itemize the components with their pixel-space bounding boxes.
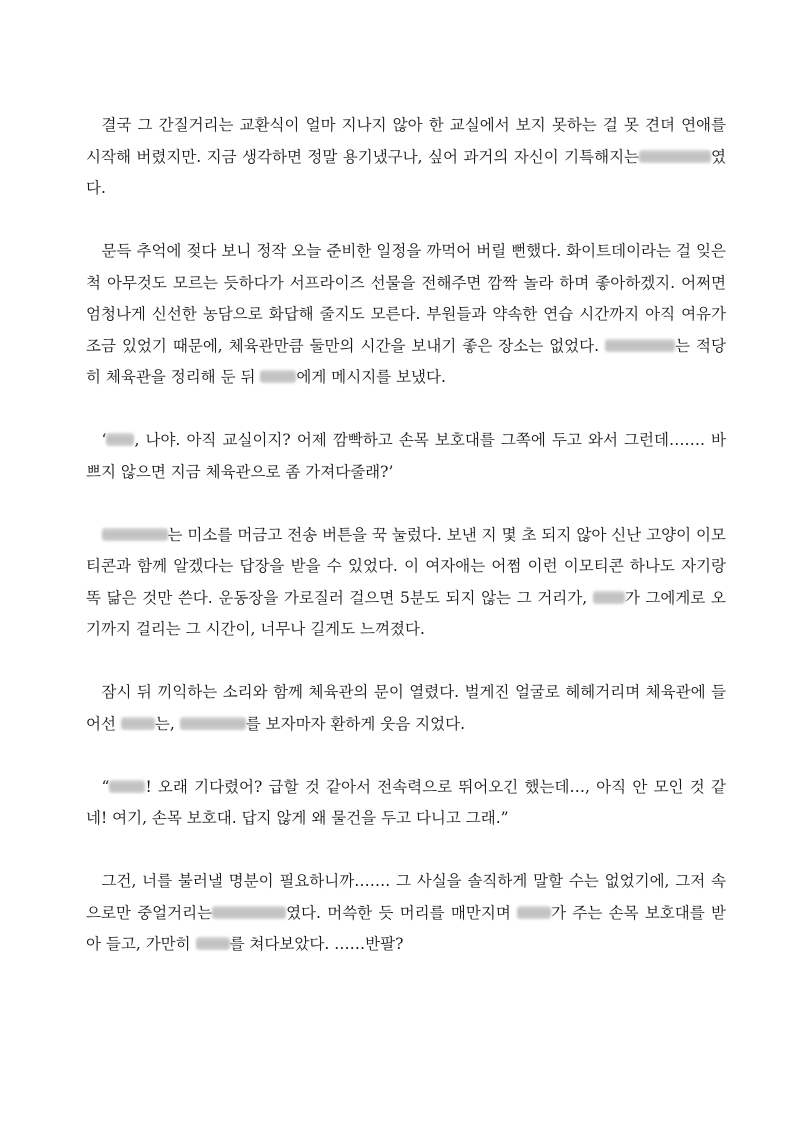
text-segment: 가 주는 손목 보호대를 받아 들고, 가만히 — [86, 903, 726, 953]
paragraph-2 — [86, 236, 726, 394]
redacted-name — [121, 717, 155, 730]
redacted-name — [605, 339, 675, 352]
text-segment: 였다. 머쓱한 듯 머리를 매만지며 — [286, 903, 511, 922]
paragraph-3 — [86, 425, 726, 488]
text-segment: 를 보자마자 환하게 웃음 지었다. — [245, 714, 466, 733]
text-segment: 를 쳐다보았다. ……반팔? — [229, 935, 404, 953]
redacted-name — [593, 591, 625, 604]
redacted-name — [106, 433, 134, 446]
redacted-name — [180, 717, 246, 730]
paragraph-1 — [86, 110, 726, 205]
text-segment: , 나야. 아직 교실이지? 어제 깜빡하고 손목 보호대를 그쪽에 두고 와서 그런데……. 바쁘지 않으면 지금 체육관으로 좀 가져다줄래?’ — [86, 431, 726, 481]
redacted-name — [109, 780, 145, 793]
redacted-name — [639, 150, 711, 163]
text-segment: ! 오래 기다렸어? 급할 것 같아서 전속력으로 뛰어오긴 했는데…, 아직 안 모인 것 같네! 여기, 손목 보호대. 답지 않게 왜 물건을 두고 다니고 그래.” — [86, 777, 726, 827]
redacted-name — [517, 906, 551, 919]
paragraph-5 — [86, 677, 726, 740]
text-segment: 는 적당히 체육관을 정리해 둔 뒤 — [86, 336, 726, 386]
text-segment: 문득 추억에 젖다 보니 정작 오늘 준비한 일정을 까먹어 버릴 뻔했다. 화이트데이라는 걸 잊은 척 아무것도 모르는 듯하다가 서프라이즈 선물을 전해주면 깜짝 놀라 하며 좋아하겠지. 어쩌면 엄청나게 신선한 농담으로 화답해 줄지도 모른다. 부원들과 약속한 연습 시간까지 아직 여유가 조금 있었기 때문에, 체육관만큼 둘만의 시간을 보내기 좋은 장소는 없었다. — [86, 242, 726, 355]
text-segment: “ — [101, 777, 110, 796]
story-text — [86, 110, 726, 992]
text-segment: 결국 그 간질거리는 교환식이 얼마 지나지 않아 한 교실에서 보지 못하는 걸 못 견뎌 연애를 시작해 버렸지만. 지금 생각하면 정말 용기냈구나, 싶어 과거의 자신이 기특해지는 — [86, 116, 726, 166]
paragraph-6 — [86, 772, 726, 835]
redacted-name — [212, 906, 286, 919]
redacted-name — [196, 937, 230, 950]
paragraph-7 — [86, 866, 726, 961]
text-segment: 그건, 너를 불러낼 명분이 필요하니까……. 그 사실을 솔직하게 말할 수는 없었기에, 그저 속으로만 중얼거리는 — [86, 872, 726, 922]
text-segment: ‘ — [101, 431, 107, 449]
text-segment: 는 미소를 머금고 전송 버튼을 꾹 눌렀다. 보낸 지 몇 초 되지 않아 신난 고양이 이모티콘과 함께 알겠다는 답장을 받을 수 있었다. 이 여자애는 어쩜 이런 이모티콘 하나도 자기랑 똑 닮은 것만 쓴다. 운동장을 가로질러 걸으면 5분도 되지 않는 그 거리가, — [86, 525, 726, 607]
text-segment: 잠시 뒤 끼익하는 소리와 함께 체육관의 문이 열렸다. 벌게진 얼굴로 헤헤거리며 체육관에 들어선 — [86, 683, 726, 733]
text-segment: 는, — [154, 714, 175, 733]
text-segment: 였다. — [86, 147, 726, 197]
text-segment: 에게 메시지를 보냈다. — [296, 368, 446, 386]
redacted-name — [102, 528, 168, 541]
redacted-name — [260, 370, 296, 383]
text-segment: 가 그에게로 오기까지 걸리는 그 시간이, 너무나 길게도 느껴졌다. — [86, 588, 726, 638]
paragraph-4 — [86, 520, 726, 646]
